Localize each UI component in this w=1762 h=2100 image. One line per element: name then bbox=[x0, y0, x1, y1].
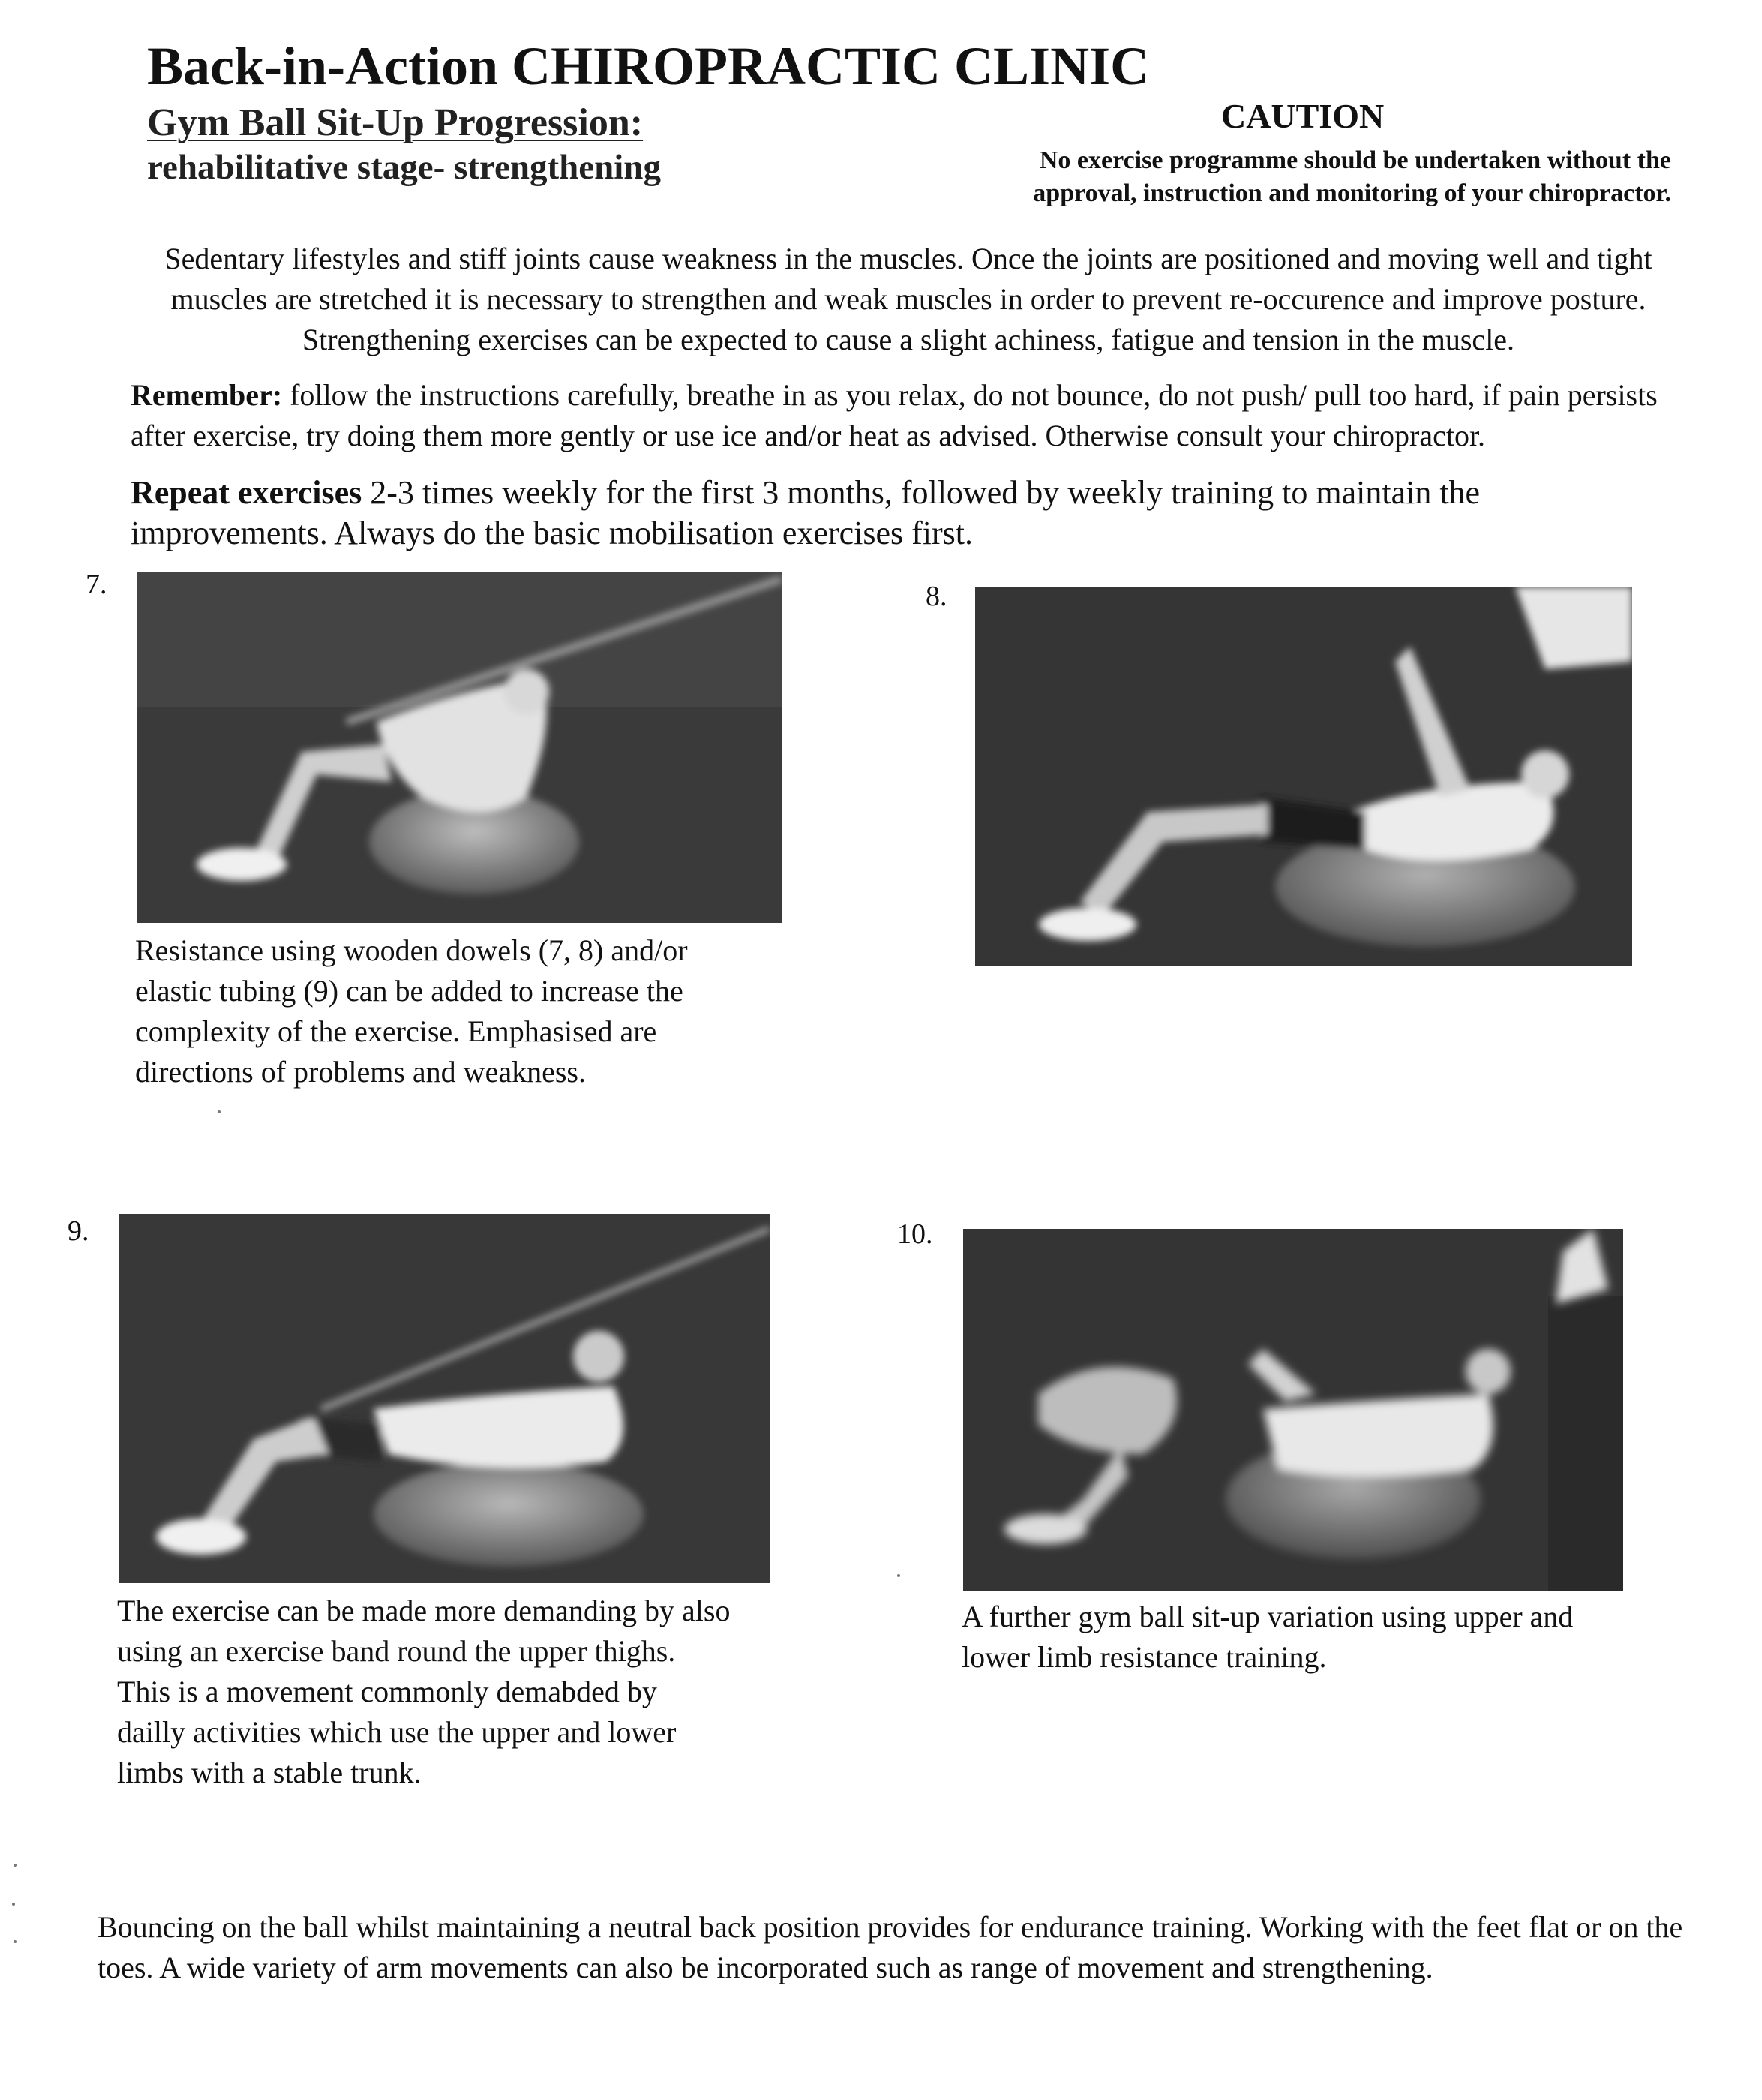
exercise-10-caption: A further gym ball sit-up variation using upper and lower limb resistance training. bbox=[962, 1600, 1574, 1674]
exercise-8-photo bbox=[975, 587, 1632, 966]
document-title: Gym Ball Sit-Up Progression: bbox=[147, 101, 644, 144]
scan-speck bbox=[12, 1903, 15, 1906]
exercise-9-caption: The exercise can be made more demanding by also using an exercise band round the upper thighs. This is a movement commonly demabded by dailly activities which use the upper and lower limbs with a stable trunk. bbox=[117, 1594, 731, 1789]
remember-text: follow the instructions carefully, breathe in as you relax, do not bounce, do not push/ pull too hard, if pain persists after exercise, try doing them more gently or use ice and/or heat as advised. Otherwise consult your chiropractor. bbox=[131, 378, 1658, 452]
exercise-7-caption: Resistance using wooden dowels (7, 8) and/or elastic tubing (9) can be added to increase the complexity of the exercise. Emphasised are directions of problems and weakness. bbox=[135, 933, 688, 1089]
repeat-paragraph bbox=[131, 473, 1661, 554]
remember-label: Remember: bbox=[131, 378, 283, 412]
exercise-7-photo bbox=[137, 572, 782, 923]
scan-speck bbox=[897, 1574, 900, 1577]
clinic-title: Back-in-Action CHIROPRACTIC CLINIC bbox=[147, 36, 1150, 96]
scan-speck bbox=[14, 1940, 17, 1943]
exercise-10-number: 10. bbox=[897, 1218, 933, 1250]
exercise-7-number: 7. bbox=[86, 569, 107, 600]
footer-paragraph: Bouncing on the ball whilst maintaining a neutral back position provides for endurance training. Working with the feet flat or on the toes. A wide variety of arm movements can also be incorporated such as range of movement and strengthening. bbox=[98, 1910, 1683, 1984]
intro-paragraph: Sedentary lifestyles and stiff joints cause weakness in the muscles. Once the joints are positioned and moving well and tight muscles are stretched it is necessary to strengthen and weak muscles in order to prevent re-occurence and improve posture. Strengthening exercises can be expected to cause a slight achiness, fatigue and tension in the muscle. bbox=[164, 242, 1652, 356]
document-subtitle: rehabilitative stage- strengthening bbox=[147, 148, 661, 187]
exercise-10-photo bbox=[963, 1229, 1623, 1591]
caution-text: No exercise programme should be undertaken without the approval, instruction and monitoring of your chiropractor. bbox=[1033, 146, 1671, 207]
exercise-9-photo bbox=[119, 1214, 770, 1583]
caution-heading: CAUTION bbox=[1221, 97, 1385, 135]
remember-paragraph bbox=[131, 375, 1676, 456]
exercise-9-number: 9. bbox=[68, 1215, 89, 1247]
repeat-label: Repeat exercises bbox=[131, 474, 362, 511]
scan-speck bbox=[218, 1110, 221, 1113]
scan-speck bbox=[14, 1864, 17, 1867]
exercise-8-number: 8. bbox=[926, 581, 947, 612]
repeat-text: 2-3 times weekly for the first 3 months, followed by weekly training to maintain the improvements. Always do the basic mobilisation exercises first. bbox=[131, 474, 1481, 551]
